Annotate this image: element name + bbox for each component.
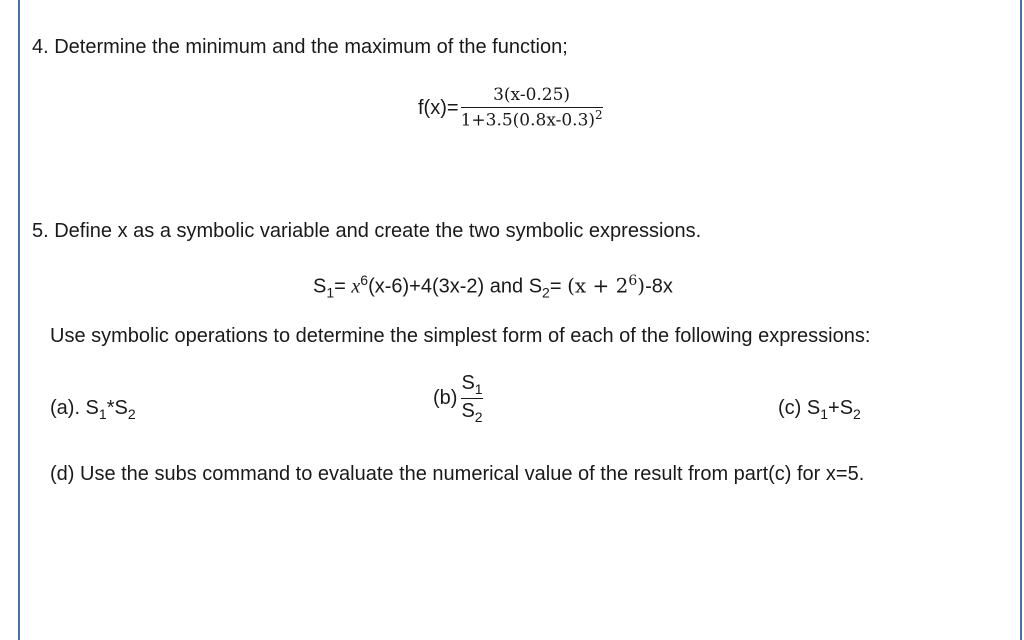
x-exponent: 6 [360, 272, 369, 288]
denominator-exponent: 2 [595, 107, 603, 122]
part-b-num-sub: 1 [474, 381, 483, 397]
s1-remainder: (x-6)+4(3x-2) and [368, 275, 529, 298]
s2-exponent: 6 [628, 273, 638, 289]
part-a-sub1: 1 [98, 406, 107, 422]
instruction-text: Use symbolic operations to determine the simplest form of each of the following expressions: [50, 325, 871, 347]
s1-letter: S [313, 275, 327, 298]
part-b-fraction [461, 372, 482, 425]
problem-4-title: 4. Determine the minimum and the maximum of the function; [32, 36, 568, 58]
s1-equals: = [334, 275, 352, 298]
part-b-den-letter: S [461, 400, 475, 423]
s2-remainder: -8x [645, 275, 673, 298]
part-c-sub2: 2 [853, 406, 861, 422]
s2-paren-open: (x + 2 [567, 273, 629, 298]
problem-5-title: 5. Define x as a symbolic variable and create the two symbolic expressions. [32, 220, 702, 242]
part-a-prefix: (a). S [50, 397, 99, 419]
function-denominator [461, 109, 603, 131]
part-b-denominator [461, 400, 482, 425]
s2-equals: = [549, 275, 568, 298]
part-b-den-sub: 2 [474, 409, 483, 426]
part-d: (d) Use the subs command to evaluate the numerical value of the result from part(c) for x=5. [50, 463, 865, 485]
fraction-bar [461, 398, 482, 399]
part-b [433, 372, 483, 425]
s2-subscript: 2 [542, 284, 550, 301]
part-c-prefix: (c) S [778, 397, 821, 419]
s2-letter: S [528, 275, 543, 298]
s1-subscript: 1 [326, 284, 335, 301]
part-a [50, 397, 136, 422]
function-definition [418, 86, 603, 131]
s2-paren-close: ) [637, 273, 646, 298]
denominator-base: 1+3.5(0.8x-0.3) [460, 110, 596, 131]
part-c [778, 397, 861, 422]
function-numerator: 3(x-0.25) [493, 85, 571, 105]
symbolic-expressions [313, 272, 673, 301]
part-c-operator: +S [828, 397, 854, 419]
fraction-bar [461, 107, 603, 108]
part-c-sub1: 1 [820, 406, 829, 422]
part-a-sub2: 2 [127, 406, 136, 422]
part-a-operator: *S [106, 397, 128, 419]
part-b-num-letter: S [461, 372, 475, 394]
x-variable: x [351, 275, 361, 298]
function-fraction [461, 86, 603, 131]
part-b-prefix: (b) [433, 387, 458, 410]
function-label: f(x)= [418, 96, 459, 119]
part-b-numerator [461, 372, 482, 397]
